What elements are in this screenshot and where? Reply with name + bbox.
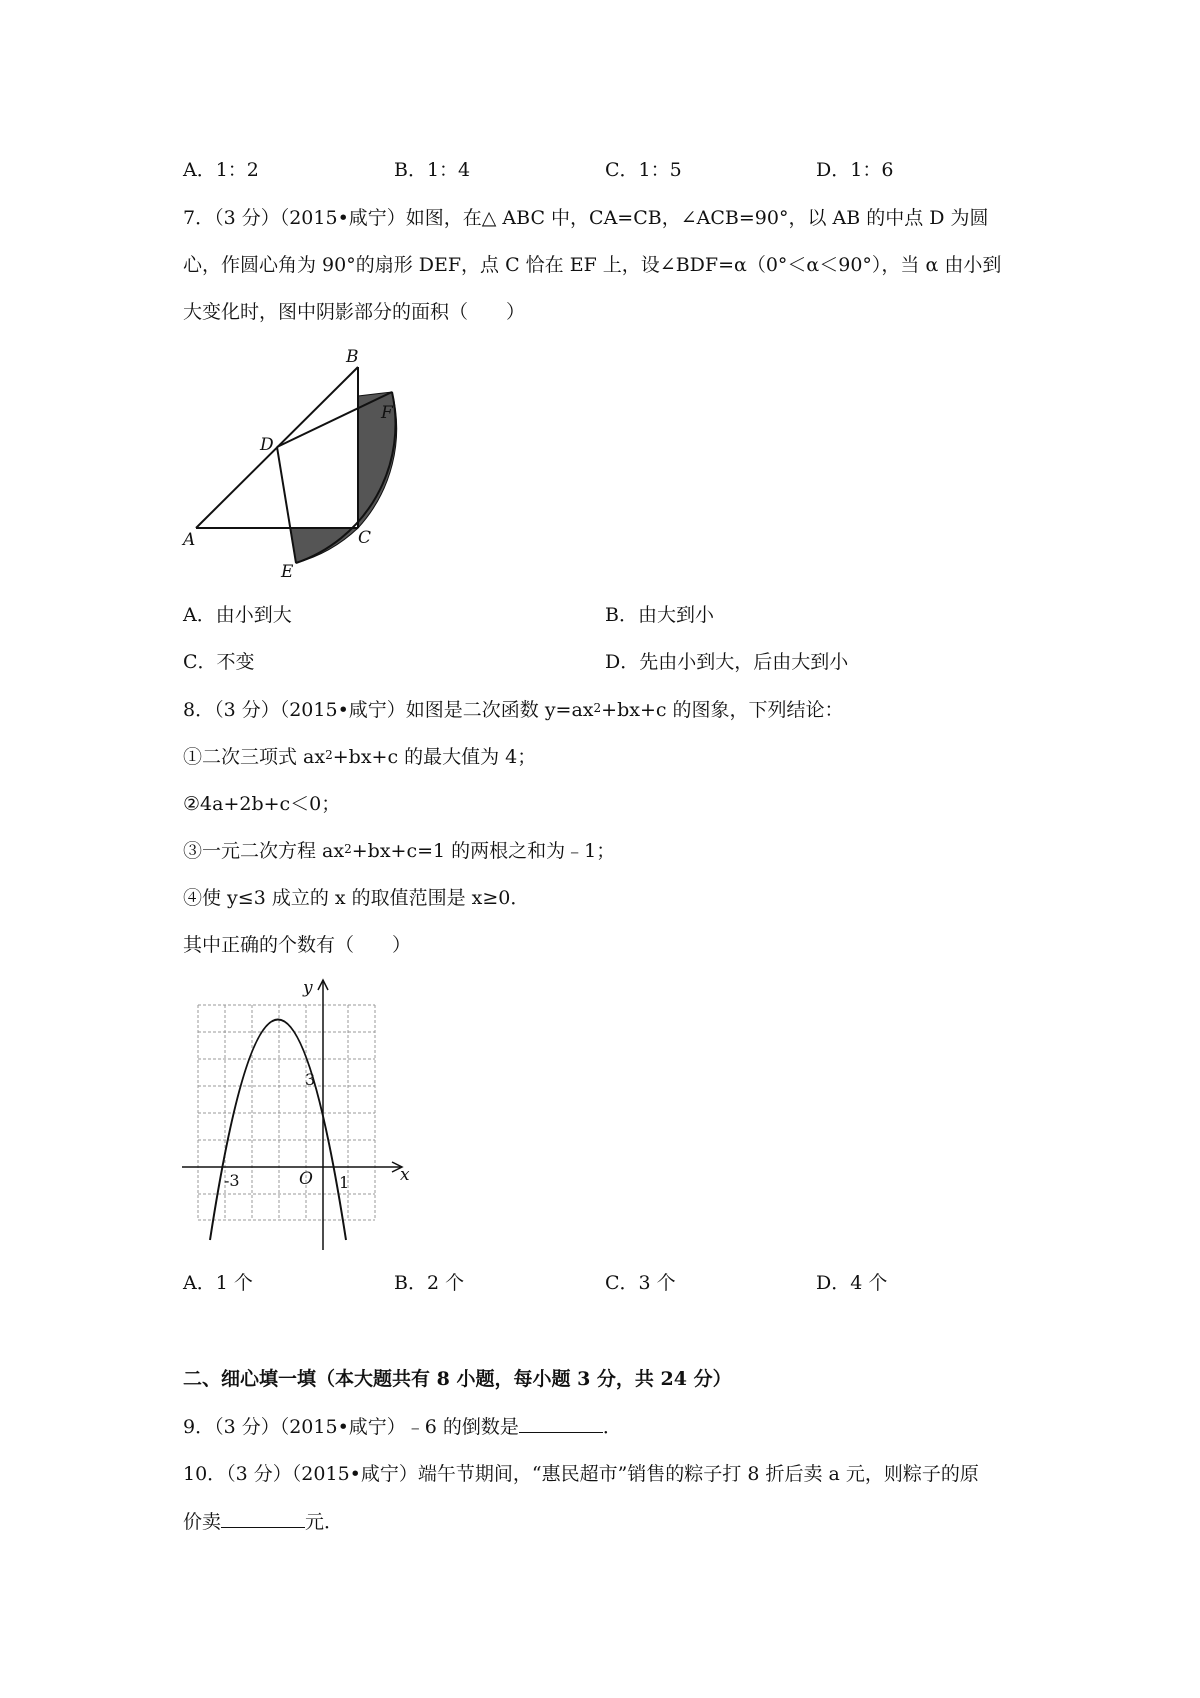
q7-option-d: D．先由小到大，后由大到小	[605, 651, 849, 673]
q7-stem-line3: 大变化时，图中阴影部分的面积（ ）	[183, 301, 526, 323]
q6-option-d: D．1：6	[816, 159, 894, 181]
q8-item-2: ②4a+2b+c＜0；	[183, 793, 341, 815]
q7-option-b: B．由大到小	[605, 604, 714, 626]
q10-stem-line2: 价卖 元．	[183, 1511, 344, 1533]
q9-stem: 9．（3 分）（2015•咸宁）﹣6 的倒数是 ．	[183, 1416, 622, 1438]
q7-label-e: E	[281, 562, 294, 582]
q8-option-a: A．1 个	[183, 1272, 253, 1294]
q8-stem: 8．（3 分）（2015•咸宁）如图是二次函数 $y=ax^2+bx+c$ 的图象，下列结论：	[183, 699, 844, 721]
q6-option-a: A．1：2	[183, 159, 259, 181]
q8-question: 其中正确的个数有（ ）	[183, 934, 412, 956]
q6-option-b: B．1：4	[394, 159, 471, 181]
q7-option-a: A．由小到大	[183, 604, 292, 626]
section2-heading: 二、细心填一填（本大题共有 8 小题，每小题 3 分，共 24 分）	[183, 1368, 732, 1390]
q7-label-a: A	[183, 530, 196, 550]
q8-option-b: B．2 个	[394, 1272, 465, 1294]
q7-label-f: F	[381, 403, 393, 423]
q8-label-3: 3	[305, 1070, 316, 1089]
q6-option-c: C．1：5	[605, 159, 682, 181]
q7-figure	[180, 335, 420, 590]
q8-option-d: D．4 个	[816, 1272, 888, 1294]
q10-answer-blank[interactable]	[221, 1509, 305, 1528]
q7-label-d: D	[260, 435, 274, 455]
q8-label-neg3: -3	[224, 1171, 240, 1190]
q8-label-y: y	[303, 978, 313, 998]
q8-label-origin: O	[299, 1169, 313, 1189]
q8-option-c: C．3 个	[605, 1272, 676, 1294]
q10-stem-line1: 10．（3 分）（2015•咸宁）端午节期间，“惠民超市”销售的粽子打 8 折后卖 a 元，则粽子的原	[183, 1463, 979, 1485]
q8-item-4: ④使 y≤3 成立的 x 的取值范围是 x≥0．	[183, 887, 530, 909]
q7-label-b: B	[346, 347, 359, 367]
q9-answer-blank[interactable]	[519, 1414, 603, 1433]
q8-item-1: ①二次三项式 $ax^2+bx+c$ 的最大值为 4；	[183, 746, 537, 768]
q8-parabola-curve	[210, 1020, 346, 1241]
q7-radius-de	[277, 447, 296, 563]
q7-option-c: C．不变	[183, 651, 255, 673]
q8-parabola-graph	[180, 970, 420, 1255]
q8-label-1: 1	[339, 1173, 350, 1192]
q7-label-c: C	[358, 528, 372, 548]
q7-stem-line2: 心，作圆心角为 90°的扇形 DEF，点 C 恰在 EF 上，设∠BDF=α（0°＜α＜90°），当 α 由小到	[183, 254, 1002, 276]
q7-stem-line1: 7．（3 分）（2015•咸宁）如图，在△ ABC 中，CA=CB，∠ACB=90°，以 AB 的中点 D 为圆	[183, 207, 989, 229]
q8-item-3: ③一元二次方程 $ax^2+bx+c=1$ 的两根之和为﹣1；	[183, 840, 616, 862]
q8-label-x: x	[400, 1165, 410, 1185]
